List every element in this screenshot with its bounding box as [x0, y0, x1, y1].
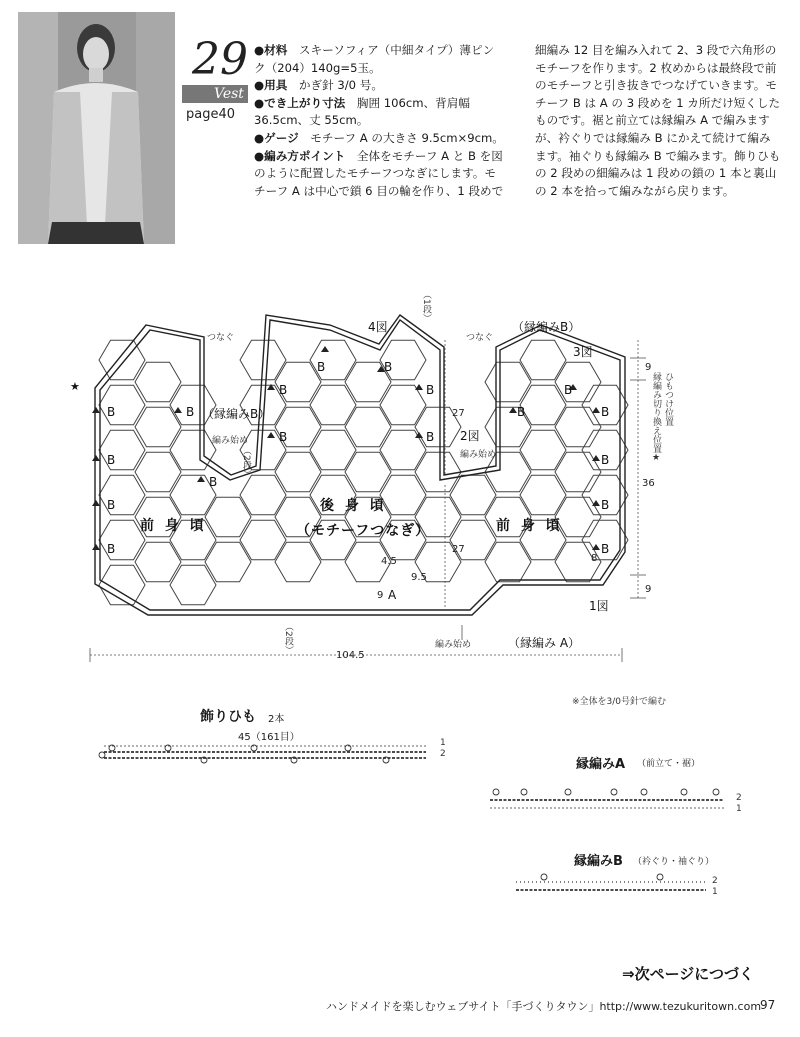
points-line	[254, 148, 504, 201]
motif-b-label: B	[601, 453, 610, 467]
hexagon-grid	[99, 340, 628, 605]
hexagon-motif	[275, 542, 321, 582]
join-left-label: つなぐ	[207, 333, 235, 343]
figure-2-label: 2図	[460, 429, 480, 443]
hexagon-motif	[99, 565, 145, 605]
page-reference: page40	[186, 107, 236, 122]
dimension-27-top: 27	[452, 408, 465, 419]
hexagon-motif	[170, 430, 216, 470]
tools-line	[254, 77, 504, 95]
edge-a-stitch-chart	[484, 780, 734, 816]
hexagon-motif	[99, 385, 145, 425]
hexagon-motif	[345, 452, 391, 492]
motif-a-label: A	[388, 588, 397, 602]
footer-website: ハンドメイドを楽しむウェブサイト「手づくりタウン」http://www.tezukuritown.com	[326, 1000, 762, 1013]
rows-2-label: （2段）	[241, 446, 251, 479]
hexagon-motif	[170, 565, 216, 605]
hexagon-motif	[555, 407, 601, 447]
motif-b-label: B	[426, 430, 435, 444]
motif-b-label: B	[601, 498, 610, 512]
start-label-center: 編み始め	[460, 450, 497, 460]
hexagon-motif	[99, 475, 145, 515]
hexagon-motif	[380, 385, 426, 425]
motif-b-label: B	[601, 405, 610, 419]
dimension-width: 104.5	[336, 650, 365, 661]
hexagon-motif	[485, 362, 531, 402]
hexagon-motif	[520, 475, 566, 515]
cord-position-label: ひもつけ位置	[663, 372, 673, 426]
outline-border	[95, 315, 625, 615]
hexagon-motif	[240, 520, 286, 560]
hexagon-motif	[205, 542, 251, 582]
start-label-bottom: 編み始め	[435, 640, 472, 650]
cord-count: 2本	[268, 714, 285, 725]
edge-b-title: 縁編みB	[574, 854, 623, 869]
rows-top-label: （1段）	[421, 290, 431, 323]
motif-b-label: B	[517, 405, 526, 419]
dimension-9-5: 9.5	[411, 572, 427, 583]
hexagon-motif	[135, 407, 181, 447]
continued-next-page: ⇒次ページにつづく	[622, 965, 754, 983]
hook-note: ※全体を3/0号針で編む	[572, 697, 667, 707]
dimension-9-bottom: 9	[645, 584, 652, 595]
hexagon-motif	[275, 452, 321, 492]
hexagon-motif	[205, 497, 251, 537]
model-photo	[18, 12, 175, 244]
cord-title: 飾りひも	[200, 709, 256, 725]
figure-4-label: 4図	[368, 320, 388, 334]
edge-a-label: （縁編み A）	[508, 636, 581, 650]
cord-row-1: 1	[440, 738, 446, 748]
motif-b-label: B	[279, 383, 288, 397]
gauge-label: ●ゲージ	[254, 130, 299, 145]
rows-bottom-label: （2段）	[283, 622, 293, 655]
figure-1-label: 1図	[589, 599, 609, 613]
back-body-sublabel: （モチーフつなぎ）	[296, 523, 431, 539]
start-label-left: 編み始め	[212, 436, 249, 446]
motif-b-label: B	[107, 453, 116, 467]
size-line	[254, 95, 504, 130]
materials-line	[254, 42, 504, 77]
materials-label: ●材料	[254, 43, 288, 57]
instructions-continued: 細編み 12 目を編み入れて 2、3 段で六角形のモチーフを作ります。2 枚めからは最終段で前のモチーフと引き抜きでつなげていきます。モチーフ B は A の 3 段めを 1 カ所だけ短くしたものです。裾と前立ては縁編み A で編みますが、衿ぐりでは縁編み B にかえて続けて編みます。袖ぐりも縁編み B で編みます。飾りひもの 2 段めの細編みは 1 段めの鎖の 1 本と裏山の 2 本を拾って編みながら戻ります。	[535, 43, 781, 198]
cord-length: 45（161目）	[238, 732, 300, 743]
points-label: ●編み方ポイント	[254, 148, 346, 163]
edge-a-row-1: 1	[736, 804, 742, 814]
size-label: ●でき上がり寸法	[254, 95, 346, 110]
edge-a-title: 縁編みA	[576, 757, 626, 772]
edge-a-subtitle: （前立て・裾）	[637, 759, 701, 769]
instructions-column-1	[254, 42, 504, 200]
front-left-label: 前 身 頃	[140, 518, 207, 534]
motif-b-label: B	[601, 542, 610, 556]
hexagon-motif	[310, 430, 356, 470]
figure-3-label: 3図	[573, 345, 593, 359]
motif-b-label: B	[186, 405, 195, 419]
hexagon-motif	[520, 430, 566, 470]
dimension-36: 36	[642, 478, 655, 489]
hexagon-motif	[450, 475, 496, 515]
hexagon-motif	[485, 542, 531, 582]
hexagon-motif	[520, 385, 566, 425]
motif-b-label: B	[107, 405, 116, 419]
instructions-column-2	[535, 42, 781, 200]
dimension-27-bottom: 27	[452, 544, 465, 555]
hexagon-motif	[99, 430, 145, 470]
back-body-label: 後 身 頃	[320, 498, 387, 514]
hexagon-motif	[135, 452, 181, 492]
edge-switch-label: 縁編み切り換え位置★	[651, 372, 661, 463]
motif-b-label: B	[209, 475, 218, 489]
pattern-number: 29	[192, 34, 248, 85]
tools-label: ●用具	[254, 78, 288, 93]
star-marker: ★	[70, 380, 80, 393]
motif-b-label: B	[564, 383, 573, 397]
motif-b-label: B	[279, 430, 288, 444]
edge-b-subtitle: （衿ぐり・袖ぐり）	[633, 857, 715, 867]
hexagon-motif	[345, 407, 391, 447]
front-right-label: 前 身 頃	[496, 518, 563, 534]
size-text: 胸囲 106cm、背肩幅 36.5cm、丈 55cm。	[254, 95, 470, 128]
motif-b-label: B	[384, 360, 393, 374]
hexagon-motif	[310, 385, 356, 425]
dimension-9-top: 9	[645, 362, 652, 373]
points-text: 全体をモチーフ A と B を図のように配置したモチーフつなぎにします。モチーフ A は中心で鎖 6 目の輪を作り、1 段めで	[254, 148, 504, 198]
hexagon-motif	[555, 362, 601, 402]
join-right-label: つなぐ	[466, 333, 494, 343]
edge-a-row-2: 2	[736, 793, 742, 803]
motif-b-label: B	[107, 498, 116, 512]
hexagon-motif	[415, 452, 461, 492]
category-label: Vest	[214, 86, 244, 102]
hexagon-motif	[135, 542, 181, 582]
motif-b-label: B	[107, 542, 116, 556]
edge-b-row-2: 2	[712, 876, 718, 886]
motif-b-label: B	[317, 360, 326, 374]
hexagon-motif	[520, 340, 566, 380]
hexagon-motif	[135, 362, 181, 402]
motif-layout-diagram	[0, 280, 800, 670]
edge-b-stitch-chart	[510, 870, 710, 900]
edge-b-row-1: 1	[712, 887, 718, 897]
edge-b-right-label: （縁編みB）	[512, 320, 581, 334]
tools-text: かぎ針 3/0 号。	[298, 78, 383, 93]
gauge-text: モチーフ A の大きさ 9.5cm×9cm。	[310, 130, 504, 145]
dimension-4-5: 4.5	[381, 556, 397, 567]
hexagon-motif	[240, 475, 286, 515]
gauge-line	[254, 130, 504, 148]
materials-text: スキーソフィア（中細タイプ）薄ピンク（204）140g=5玉。	[254, 43, 495, 75]
dimension-8: 8	[591, 553, 598, 564]
model-photo-illustration	[18, 12, 175, 244]
cord-row-2: 2	[440, 749, 446, 759]
motif-b-label: B	[426, 383, 435, 397]
hexagon-motif	[99, 520, 145, 560]
edge-b-left-label: （縁編みB）	[202, 407, 271, 421]
dimension-9-a: 9	[377, 590, 384, 601]
cord-stitch-chart	[96, 736, 436, 772]
page-number: 97	[760, 998, 776, 1012]
